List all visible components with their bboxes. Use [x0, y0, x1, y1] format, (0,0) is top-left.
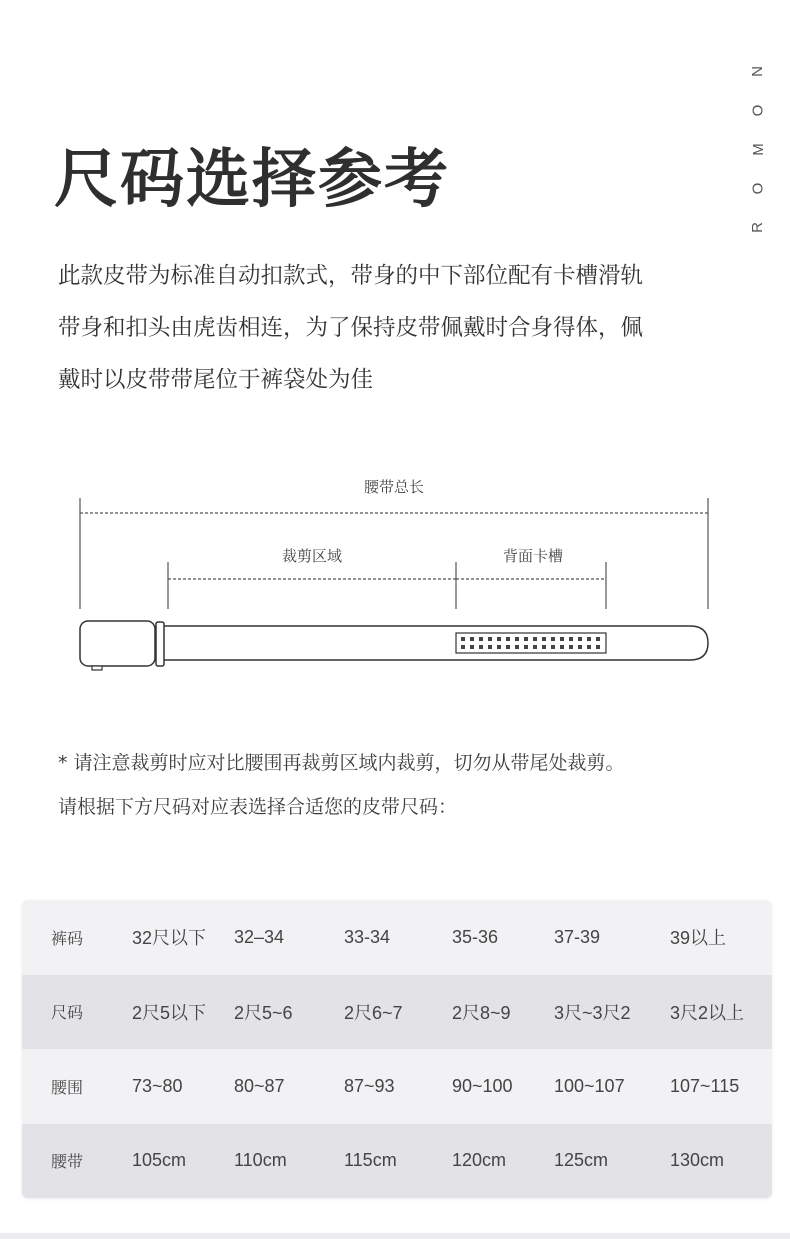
brand-letter: O — [749, 104, 767, 117]
table-cell: 32–34 — [226, 900, 336, 975]
table-cell: 90~100 — [444, 1049, 546, 1124]
belt-diagram — [0, 470, 790, 680]
belt-strap — [160, 626, 708, 660]
table-cell: 107~115 — [662, 1049, 772, 1124]
table-row — [22, 1049, 772, 1124]
table-row — [22, 900, 772, 975]
buckle-tab — [92, 666, 102, 670]
intro-line: 此款皮带为标准自动扣款式，带身的中下部位配有卡槽滑轨 — [58, 263, 644, 289]
table-cell: 33-34 — [336, 900, 444, 975]
brand-letter: N — [749, 66, 767, 77]
table-row — [22, 975, 772, 1050]
table-cell: 32尺以下 — [124, 900, 226, 975]
table-cell: 115cm — [336, 1124, 444, 1199]
table-cell: 2尺5~6 — [226, 975, 336, 1050]
brand-logo-vertical — [749, 52, 767, 247]
table-cell: 80~87 — [226, 1049, 336, 1124]
table-cell: 125cm — [546, 1124, 662, 1199]
row-label: 裤码 — [22, 900, 124, 975]
brand-letter: R — [749, 222, 767, 233]
table-cell: 110cm — [226, 1124, 336, 1199]
table-cell: 2尺6~7 — [336, 975, 444, 1050]
belt-buckle — [80, 621, 155, 666]
cutting-notes — [58, 752, 625, 840]
bottom-divider — [0, 1233, 790, 1239]
cut-area-label: 裁剪区域 — [281, 547, 343, 565]
page-title: 尺码选择参考 — [54, 143, 450, 217]
brand-letter: O — [749, 182, 767, 195]
row-label: 尺码 — [22, 975, 124, 1050]
table-cell: 2尺8~9 — [444, 975, 546, 1050]
table-cell: 105cm — [124, 1124, 226, 1199]
row-label: 腰围 — [22, 1049, 124, 1124]
cutting-warning: * 请注意裁剪时应对比腰围再裁剪区域内裁剪，切勿从带尾处裁剪。 — [58, 752, 625, 774]
table-cell: 87~93 — [336, 1049, 444, 1124]
table-cell: 120cm — [444, 1124, 546, 1199]
brand-letter: M — [749, 143, 767, 156]
table-cell: 35-36 — [444, 900, 546, 975]
buckle-keeper — [156, 622, 164, 666]
table-row — [22, 1124, 772, 1199]
table-cell: 100~107 — [546, 1049, 662, 1124]
table-cell: 39以上 — [662, 900, 772, 975]
intro-line: 戴时以皮带带尾位于裤袋处为佳 — [58, 367, 374, 393]
table-cell: 73~80 — [124, 1049, 226, 1124]
intro-line: 带身和扣头由虎齿相连，为了保持皮带佩戴时合身得体，佩 — [58, 315, 644, 341]
back-slot-label: 背面卡槽 — [502, 547, 564, 565]
table-cell: 3尺2以上 — [662, 975, 772, 1050]
table-cell: 37-39 — [546, 900, 662, 975]
table-cell: 130cm — [662, 1124, 772, 1199]
intro-paragraph — [58, 250, 738, 406]
row-label: 腰带 — [22, 1124, 124, 1199]
table-cell: 2尺5以下 — [124, 975, 226, 1050]
size-instruction: 请根据下方尺码对应表选择合适您的皮带尺码： — [58, 796, 458, 818]
back-slot-strip — [456, 633, 606, 653]
total-length-label: 腰带总长 — [363, 478, 425, 496]
size-table — [22, 900, 772, 1198]
table-cell: 3尺~3尺2 — [546, 975, 662, 1050]
